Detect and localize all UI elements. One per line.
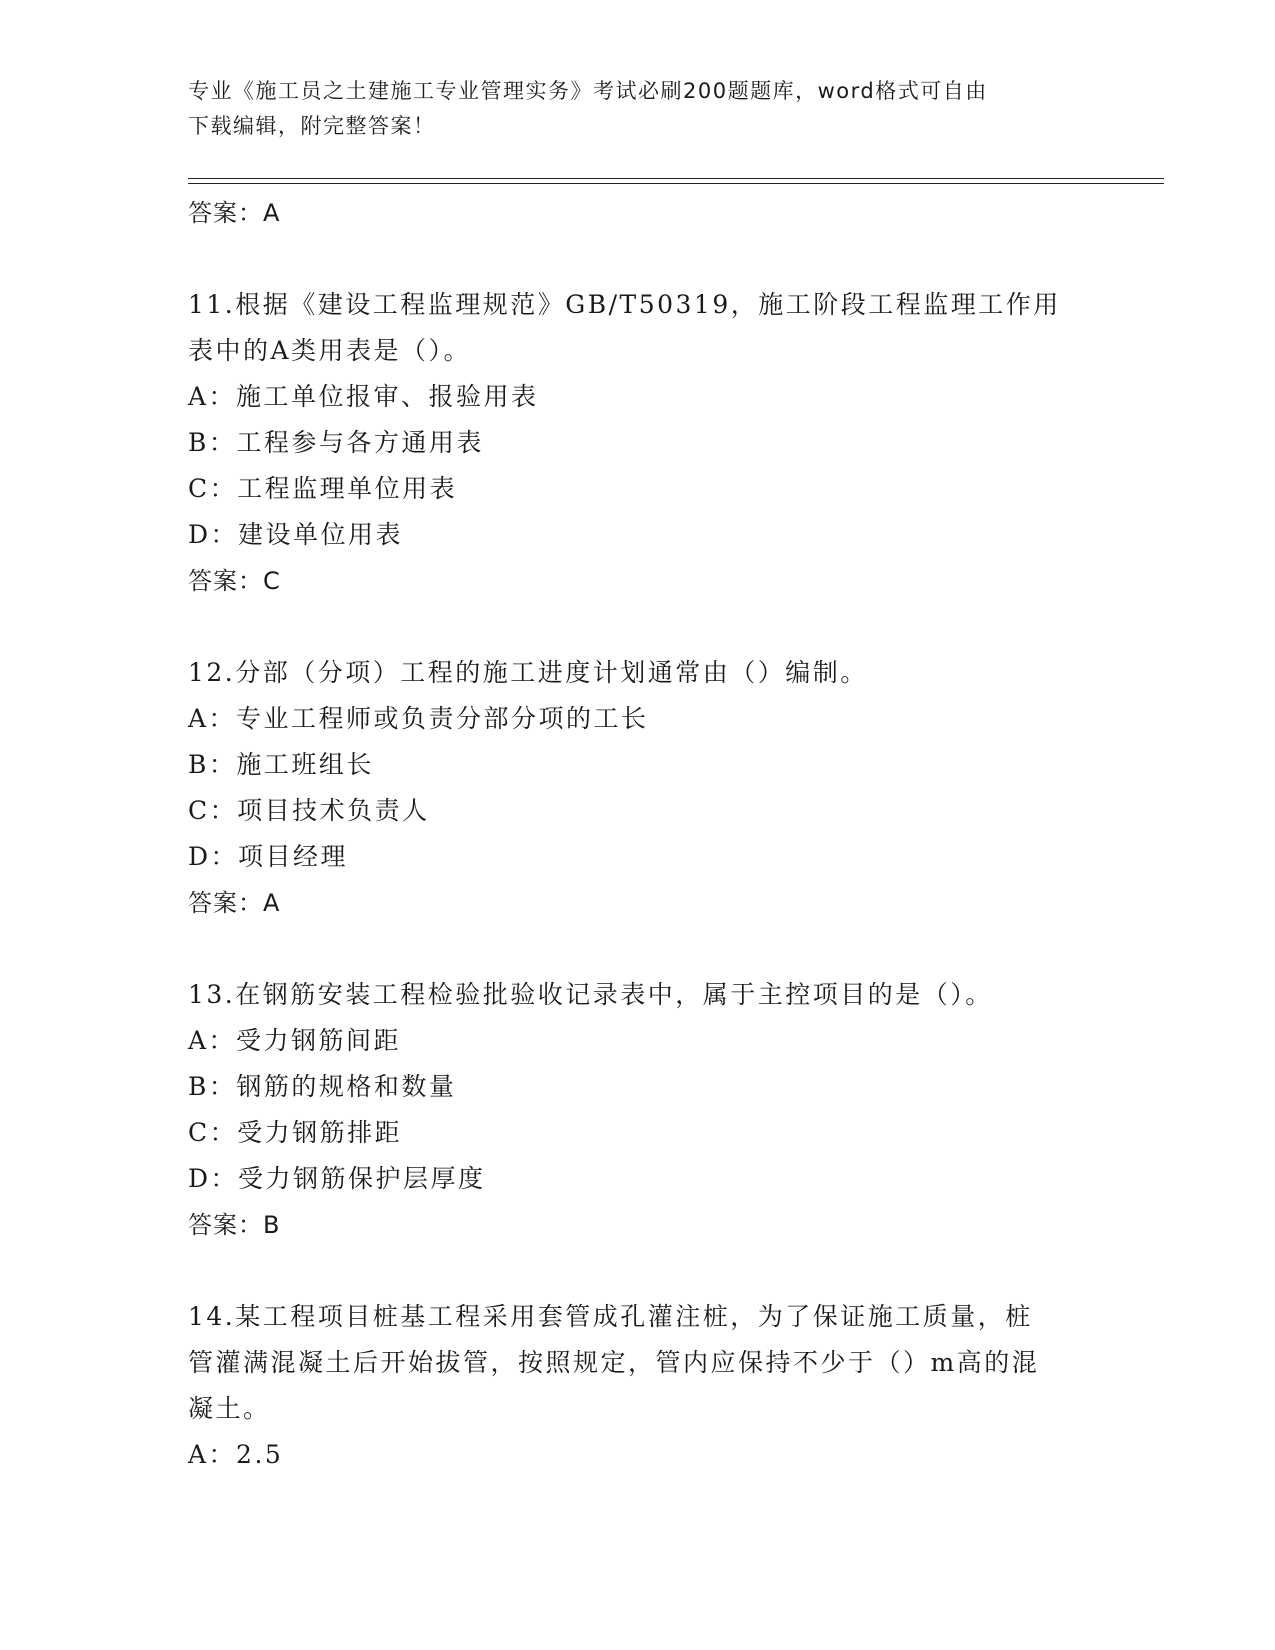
question-block: [188, 650, 1148, 926]
spacer: [188, 926, 1148, 972]
answer-label: 答案：A: [188, 199, 281, 227]
question-stem: 凝土。: [188, 1394, 271, 1423]
answer-label: 答案：C: [188, 567, 281, 595]
option-a: A：专业工程师或负责分部分项的工长: [188, 704, 649, 733]
question-stem: 表中的A类用表是（）。: [188, 336, 472, 365]
answer-label: 答案：A: [188, 889, 281, 917]
option-a: A：2.5: [188, 1440, 284, 1469]
option-b: B：钢筋的规格和数量: [188, 1072, 457, 1101]
option-d: D：建设单位用表: [188, 520, 404, 549]
question-content: [188, 190, 1148, 1478]
question-block: [188, 1294, 1148, 1478]
header-line-2: 下载编辑，附完整答案！: [188, 114, 436, 138]
spacer: [188, 236, 1148, 282]
question-block: [188, 972, 1148, 1248]
option-c: C：受力钢筋排距: [188, 1118, 403, 1147]
option-d: D：受力钢筋保护层厚度: [188, 1164, 486, 1193]
spacer: [188, 604, 1148, 650]
option-d: D：项目经理: [188, 842, 349, 871]
option-b: B：施工班组长: [188, 750, 374, 779]
question-stem: 11.根据《建设工程监理规范》GB/T50319，施工阶段工程监理工作用: [188, 290, 1061, 319]
answer-label: 答案：B: [188, 1211, 281, 1239]
question-block: [188, 282, 1148, 604]
option-a: A：施工单位报审、报验用表: [188, 382, 539, 411]
header-rule-top: [188, 178, 1164, 179]
option-a: A：受力钢筋间距: [188, 1026, 402, 1055]
option-c: C：项目技术负责人: [188, 796, 430, 825]
option-b: B：工程参与各方通用表: [188, 428, 484, 457]
question-stem: 12.分部（分项）工程的施工进度计划通常由（）编制。: [188, 658, 868, 687]
question-stem: 管灌满混凝土后开始拔管，按照规定，管内应保持不少于（）m高的混: [188, 1348, 1040, 1377]
header-rule-bottom: [188, 183, 1164, 184]
question-stem: 14.某工程项目桩基工程采用套管成孔灌注桩，为了保证施工质量，桩: [188, 1302, 1033, 1331]
spacer: [188, 1248, 1148, 1294]
document-header: [188, 74, 1088, 144]
option-c: C：工程监理单位用表: [188, 474, 458, 503]
header-line-1: 专业《施工员之土建施工专业管理实务》考试必刷200题题库，word格式可自由: [188, 79, 988, 103]
question-stem: 13.在钢筋安装工程检验批验收记录表中，属于主控项目的是（）。: [188, 980, 993, 1009]
